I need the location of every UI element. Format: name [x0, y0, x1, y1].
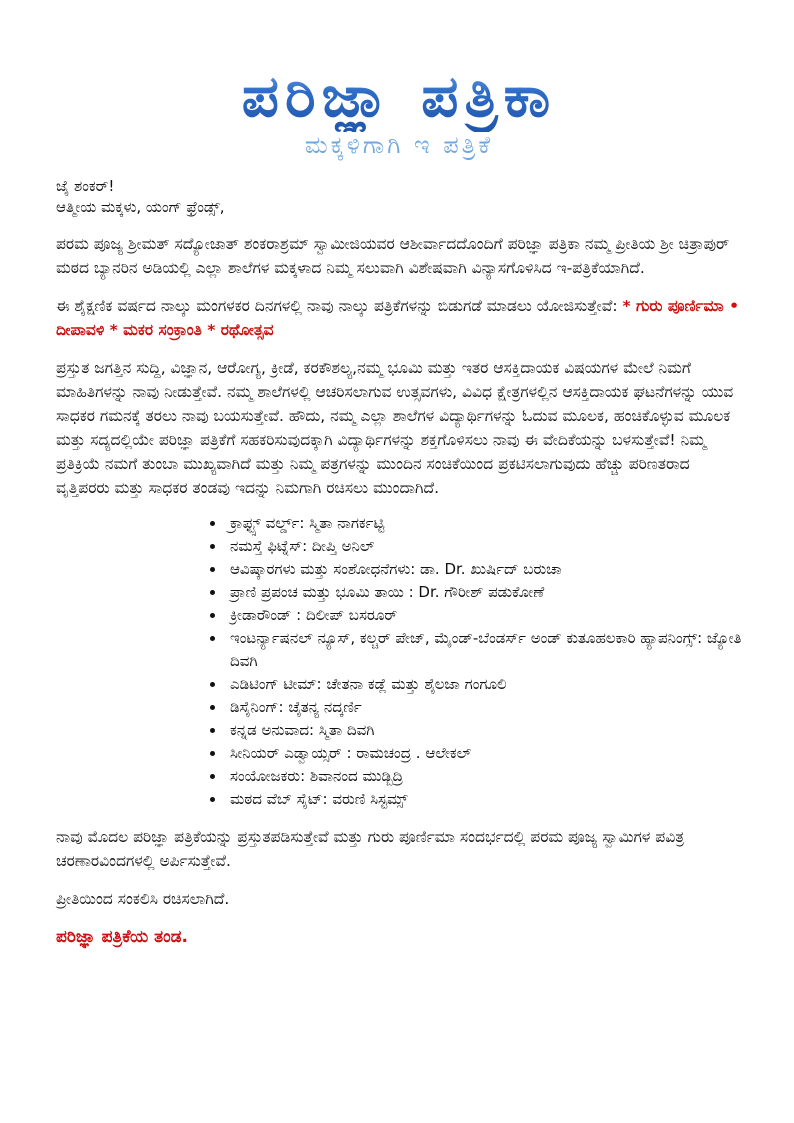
- list-item: • ಕನ್ನಡ ಅನುವಾದ: ಸ್ಮಿತಾ ದಿವಗಿ: [226, 719, 742, 742]
- list-item: • ಪ್ರಾಣಿ ಪ್ರಪಂಚ ಮತ್ತು ಭೂಮಿ ತಾಯಿ : Dr. ಗೌರೀಶ್ ಪಡುಕೋಣೆ: [226, 581, 742, 604]
- festival-list: * ಗುರು ಪೂರ್ಣಿಮಾ • ದೀಪಾವಳಿ * ಮಕರ ಸಂಕ್ರಾಂತಿ * ರಥೋತ್ಸವ: [56, 297, 740, 339]
- page-subtitle: ಮಕ್ಕಳಿಗಾಗಿ ಇ ಪತ್ರಿಕೆ: [304, 131, 494, 159]
- list-item: • ಆವಿಷ್ಕಾರಗಳು ಮತ್ತು ಸಂಶೋಧನೆಗಳು: ಡಾ. Dr. ಖುರ್ಷಿದ್ ಬರುಚಾ: [226, 558, 742, 581]
- masthead: [56, 60, 742, 162]
- list-item: • ಎಡಿಟಿಂಗ್ ಟೀಮ್: ಚೇತನಾ ಕಡ್ಲೆ ಮತ್ತು ಶೈಲಜಾ ಗಂಗೂಲಿ: [226, 673, 742, 696]
- plan-paragraph: [56, 294, 742, 342]
- list-item: • ಕ್ರಾಫ್ಟ್ಸ್ ವರ್ಲ್ಡ್: ಸ್ಮಿತಾ ನಾಗರ್ಕಟ್ಟಿ: [226, 512, 742, 535]
- greeting-line-1: ಜೈ ಶಂಕರ್!: [56, 177, 115, 195]
- list-item: • ಮಠದ ವೆಬ್ ಸೈಟ್: ವರುಣಿ ಸಿಸ್ಟಮ್ಸ್: [226, 788, 742, 811]
- greeting: [56, 176, 742, 218]
- list-item: • ಡಿಸೈನಿಂಗ್: ಚೈತನ್ಯ ನದ್ಕರ್ಣಿ: [226, 696, 742, 719]
- intro-paragraph: ಪರಮ ಪೂಜ್ಯ ಶ್ರೀಮತ್ ಸದ್ಯೋಜಾತ್ ಶಂಕರಾಶ್ರಮ್ ಸ್ವಾಮೀಜಿಯವರ ಆಶೀರ್ವಾದದೊಂದಿಗೆ ಪರಿಜ್ಞಾ ಪತ್ರಿಕಾ ನಮ್ಮ ಪ್ರೀತಿಯ ಶ್ರೀ ಚಿತ್ರಾಪುರ್ ಮಠದ ಬ್ಯಾನರಿನ ಅಡಿಯಲ್ಲಿ ಎಲ್ಲಾ ಶಾಲೆಗಳ ಮಕ್ಕಳಾದ ನಿಮ್ಮ ಸಲುವಾಗಿ ವಿಶೇಷವಾಗಿ ವಿನ್ಯಾಸಗೊಳಿಸಿದ ಇ-ಪತ್ರಿಕೆಯಾಗಿದೆ.: [56, 235, 730, 277]
- closing-paragraph: ನಾವು ಮೊದಲ ಪರಿಜ್ಞಾ ಪತ್ರಿಕೆಯನ್ನು ಪ್ರಸ್ತುತಪಡಿಸುತ್ತೇವೆ ಮತ್ತು ಗುರು ಪೂರ್ಣಿಮಾ ಸಂದರ್ಭದಲ್ಲಿ ಪರಮ ಪೂಜ್ಯ ಸ್ವಾಮಿಗಳ ಪವಿತ್ರ ಚರಣಾರವಿಂದಗಳಲ್ಲಿ ಅರ್ಪಿಸುತ್ತೇವೆ.: [56, 828, 685, 870]
- greeting-line-2: ಆತ್ಮೀಯ ಮಕ್ಕಳು, ಯಂಗ್ ಫ್ರೆಂಡ್ಸ್,: [56, 198, 225, 216]
- list-item: • ನಮಸ್ತೆ ಫಿಟ್ನೆಸ್: ದೀಪ್ತಿ ಅನಿಲ್: [226, 535, 742, 558]
- page-title: ಪರಿಜ್ಞಾ ಪತ್ರಿಕಾ: [56, 60, 742, 132]
- credits-list: [56, 512, 742, 811]
- list-item: • ಇಂಟರ್ನ್ಯಾಷನಲ್ ನ್ಯೂಸ್, ಕಲ್ಚರ್ ಪೇಜ್, ಮೈಂಡ್-ಬೆಂಡರ್ಸ್ ಅಂಡ್ ಕುತೂಹಲಕಾರಿ ಹ್ಯಾಪನಿಂಗ್ಸ್: ಜ್ಯೋತಿ ದಿವಗಿ: [226, 627, 742, 673]
- main-paragraph: ಪ್ರಸ್ತುತ ಜಗತ್ತಿನ ಸುದ್ದಿ, ವಿಜ್ಞಾನ, ಆರೋಗ್ಯ, ಕ್ರೀಡೆ, ಕರಕೌಶಲ್ಯ,ನಮ್ಮ ಭೂಮಿ ಮತ್ತು ಇತರ ಆಸಕ್ತಿದಾಯಕ ವಿಷಯಗಳ ಮೇಲೆ ನಿಮಗೆ ಮಾಹಿತಿಗಳನ್ನು ನಾವು ನೀಡುತ್ತೇವೆ. ನಮ್ಮ ಶಾಲೆಗಳಲ್ಲಿ ಆಚರಿಸಲಾಗುವ ಉತ್ಸವಗಳು, ವಿವಿಧ ಕ್ಷೇತ್ರಗಳಲ್ಲಿನ ಆಸಕ್ತಿದಾಯಕ ಘಟನೆಗಳನ್ನು ಯುವ ಸಾಧಕರ ಗಮನಕ್ಕೆ ತರಲು ನಾವು ಬಯಸುತ್ತೇವೆ. ಹೌದು, ನಮ್ಮ ಎಲ್ಲಾ ಶಾಲೆಗಳ ವಿದ್ಯಾರ್ಥಿಗಳನ್ನು ಓದುವ ಮೂಲಕ, ಹಂಚಿಕೊಳ್ಳುವ ಮೂಲಕ ಮತ್ತು ಸದ್ಯದಲ್ಲಿಯೇ ಪರಿಜ್ಞಾ ಪತ್ರಿಕೆಗೆ ಸಹಕರಿಸುವುದಕ್ಕಾಗಿ ವಿದ್ಯಾರ್ಥಿಗಳನ್ನು ಶಕ್ತಗೊಳಿಸಲು ನಾವು ಈ ವೇದಿಕೆಯನ್ನು ಬಳಸುತ್ತೇವೆ! ನಿಮ್ಮ ಪ್ರತಿಕ್ರಿಯೆ ನಮಗೆ ತುಂಬಾ ಮುಖ್ಯವಾಗಿದೆ ಮತ್ತು ನಿಮ್ಮ ಪತ್ರಗಳನ್ನು ಮುಂದಿನ ಸಂಚಿಕೆಯಿಂದ ಪ್ರಕಟಿಸಲಾಗುವುದು ಹೆಚ್ಚು ಪರಿಣತರಾದ ವೃತ್ತಿಪರರು ಮತ್ತು ಸಾಧಕರ ತಂಡವು ಇದನ್ನು ನಿಮಗಾಗಿ ರಚಿಸಲು ಮುಂದಾಗಿದೆ.: [56, 359, 734, 497]
- list-item: • ಕ್ರೀಡಾರೌಂಡ್ : ದಿಲೀಪ್ ಬಸರೂರ್: [226, 604, 742, 627]
- plan-text: ಈ ಶೈಕ್ಷಣಿಕ ವರ್ಷದ ನಾಲ್ಕು ಮಂಗಳಕರ ದಿನಗಳಲ್ಲಿ ನಾವು ನಾಲ್ಕು ಪತ್ರಿಕೆಗಳನ್ನು ಬಿಡುಗಡೆ ಮಾಡಲು ಯೋಜಿಸುತ್ತೇವೆ:: [56, 297, 618, 315]
- list-item: • ಸೀನಿಯರ್ ಎಡ್ವಾಯ್ಸರ್ : ರಾಮಚಂದ್ರ . ಆಲೇಕಲ್: [226, 742, 742, 765]
- signoff: ಪರಿಜ್ಞಾ ಪತ್ರಿಕೆಯ ತಂಡ.: [56, 927, 188, 947]
- compiled-note: ಪ್ರೀತಿಯಿಂದ ಸಂಕಲಿಸಿ ರಚಿಸಲಾಗಿದೆ.: [56, 890, 230, 908]
- list-item: • ಸಂಯೋಜಕರು: ಶಿವಾನಂದ ಮುಡ್ಬಿದ್ರಿ: [226, 765, 742, 788]
